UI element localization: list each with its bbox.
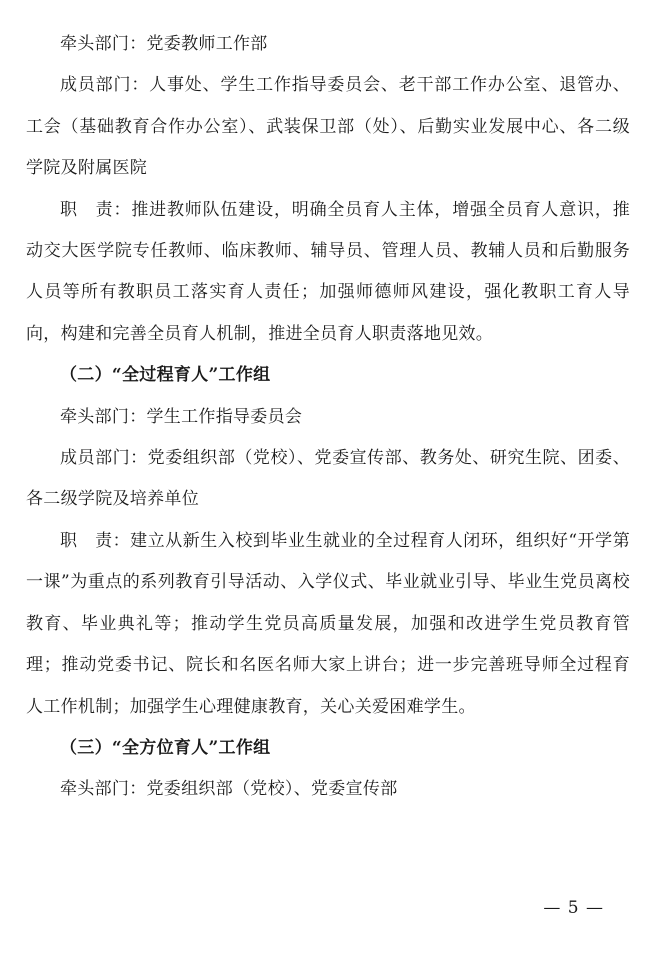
lead-department-3: 牵头部门：党委组织部（党校）、党委宣传部 xyxy=(60,779,398,800)
section-heading-3: （三）“全方位育人”工作组 xyxy=(60,737,271,758)
document-body xyxy=(26,24,630,811)
responsibilities-2: 职 责：建立从新生入校到毕业生就业的全过程育人闭环，组织好“开学第一课”为重点的系列教育引导活动、入学仪式、毕业就业引导、毕业生党员离校教育、毕业典礼等；推动学生党员高质量发展，加强和改进学生党员教育管理；推动党委书记、院长和名医名师大家上讲台；进一步完善班导师全过程育人工作机制；加强学生心理健康教育，关心关爱困难学生。 xyxy=(26,530,630,717)
page-number: — 5 — xyxy=(543,898,604,918)
section-heading-2: （二）“全过程育人”工作组 xyxy=(60,365,271,386)
member-departments-2: 成员部门：党委组织部（党校）、党委宣传部、教务处、研究生院、团委、各二级学院及培养单位 xyxy=(26,448,630,510)
member-departments-1: 成员部门：人事处、学生工作指导委员会、老干部工作办公室、退管办、工会（基础教育合作办公室）、武装保卫部（处）、后勤实业发展中心、各二级学院及附属医院 xyxy=(26,75,630,179)
responsibilities-1: 职 责：推进教师队伍建设，明确全员育人主体，增强全员育人意识，推动交大医学院专任教师、临床教师、辅导员、管理人员、教辅人员和后勤服务人员等所有教职员工落实育人责任；加强师德师风建设，强化教职工育人导向，构建和完善全员育人机制，推进全员育人职责落地见效。 xyxy=(26,199,630,344)
lead-department-2: 牵头部门：学生工作指导委员会 xyxy=(60,406,303,427)
lead-department-1: 牵头部门：党委教师工作部 xyxy=(60,34,268,54)
